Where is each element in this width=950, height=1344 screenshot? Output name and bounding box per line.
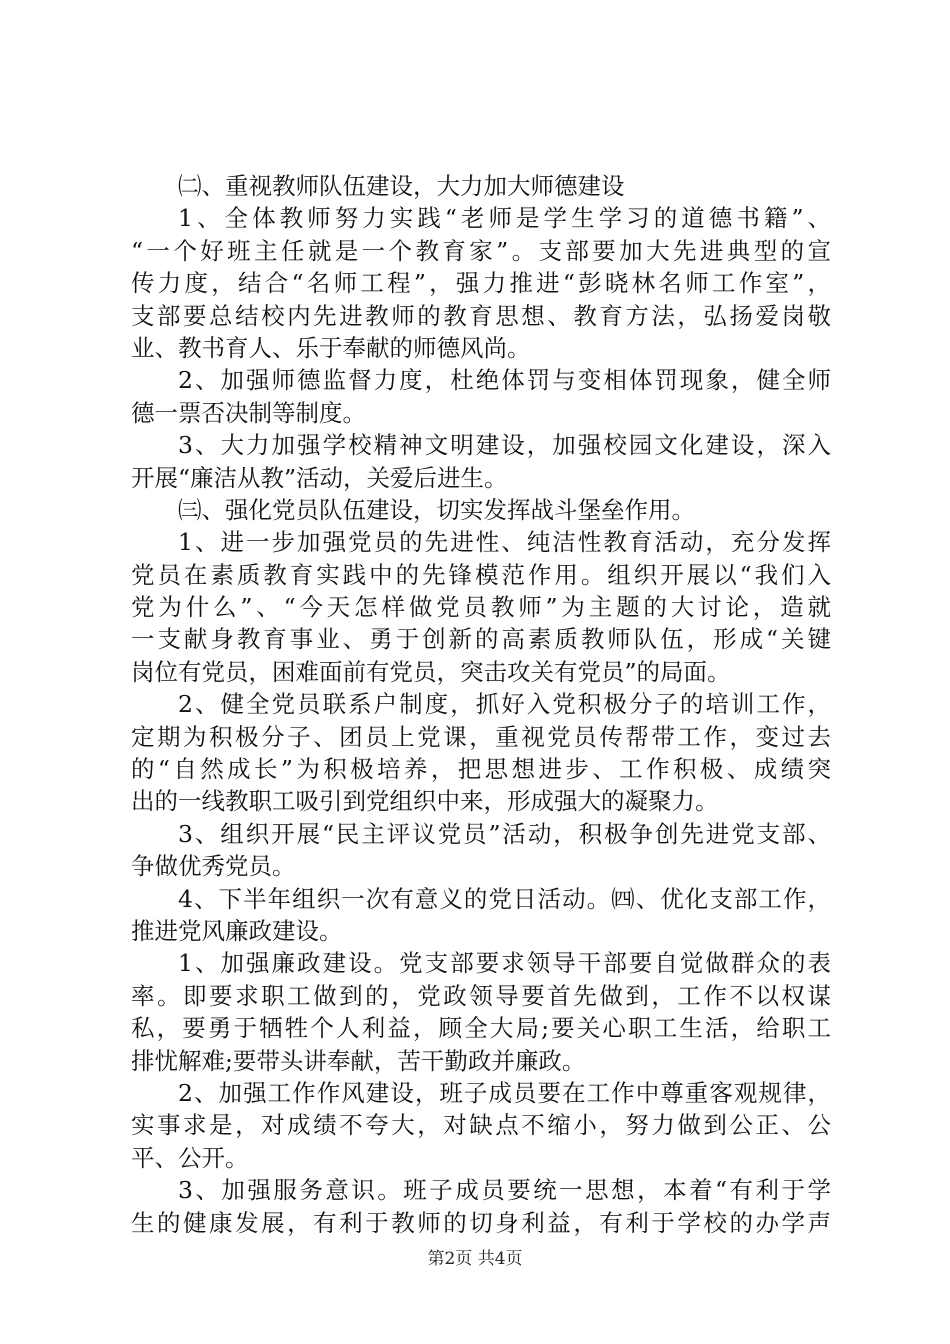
text-line: 平、公开。	[131, 1143, 249, 1172]
text-line: 一支献身教育事业、勇于创新的高素质教师队伍，形成“关键	[131, 625, 831, 654]
text-line: 2、加强师德监督力度，杜绝体罚与变相体罚现象，健全师	[178, 366, 831, 395]
text-line: 岗位有党员，困难面前有党员，突击攻关有党员”的局面。	[131, 657, 731, 686]
text-line: 1、进一步加强党员的先进性、纯洁性教育活动，充分发挥	[178, 528, 831, 557]
text-line: 生的健康发展，有利于教师的切身利益，有利于学校的办学声	[131, 1208, 831, 1237]
document-body	[131, 170, 831, 1239]
text-line: 排忧解难;要带头讲奉献，苦干勤政并廉政。	[131, 1046, 586, 1075]
text-line: 党为什么”、“今天怎样做党员教师”为主题的大讨论，造就	[131, 593, 831, 622]
text-line: 3、加强服务意识。班子成员要统一思想，本着“有利于学	[178, 1176, 831, 1205]
text-line: 定期为积极分子、团员上党课，重视党员传帮带工作，变过去	[131, 722, 831, 751]
text-line: 的“自然成长”为积极培养，把思想进步、工作积极、成绩突	[131, 755, 831, 784]
page-number-footer: 第2页 共4页	[427, 1249, 523, 1269]
heading-line: ㈡、重视教师队伍建设，大力加大师德建设	[178, 172, 625, 200]
text-line: 争做优秀党员。	[131, 852, 296, 881]
text-line: 实事求是，对成绩不夸大，对缺点不缩小，努力做到公正、公	[131, 1111, 831, 1140]
text-line: 传力度，结合“名师工程”，强力推进“彭晓林名师工作室”，	[131, 269, 831, 298]
text-line: 4、下半年组织一次有意义的党日活动。㈣、优化支部工作，	[178, 884, 831, 913]
text-line: 私，要勇于牺牲个人利益，顾全大局;要关心职工生活，给职工	[131, 1014, 831, 1043]
text-line: 1、加强廉政建设。党支部要求领导干部要自觉做群众的表	[178, 949, 831, 978]
text-line: 德一票否决制等制度。	[131, 398, 366, 427]
text-line: 业、教书育人、乐于奉献的师德风尚。	[131, 333, 531, 362]
text-line: 开展“廉洁从教”活动，关爱后进生。	[131, 463, 508, 492]
text-line: 3、组织开展“民主评议党员”活动，积极争创先进党支部、	[178, 819, 831, 848]
text-line: 3、大力加强学校精神文明建设，加强校园文化建设，深入	[178, 431, 831, 460]
text-line: 1、全体教师努力实践“老师是学生学习的道德书籍”、	[178, 204, 831, 233]
text-line: 推进党风廉政建设。	[131, 916, 343, 945]
heading-line: ㈢、强化党员队伍建设，切实发挥战斗堡垒作用。	[178, 495, 695, 524]
text-line: 出的一线教职工吸引到党组织中来，形成强大的凝聚力。	[131, 787, 719, 816]
text-line: 2、加强工作作风建设，班子成员要在工作中尊重客观规律，	[178, 1078, 831, 1107]
text-line: 2、健全党员联系户制度，抓好入党积极分子的培训工作，	[178, 690, 831, 719]
text-line: 党员在素质教育实践中的先锋模范作用。组织开展以“我们入	[131, 560, 831, 589]
text-line: 支部要总结校内先进教师的教育思想、教育方法，弘扬爱岗敬	[131, 301, 831, 330]
text-line: “一个好班主任就是一个教育家”。支部要加大先进典型的宣	[131, 236, 831, 265]
text-line: 率。即要求职工做到的，党政领导要首先做到，工作不以权谋	[131, 981, 831, 1010]
